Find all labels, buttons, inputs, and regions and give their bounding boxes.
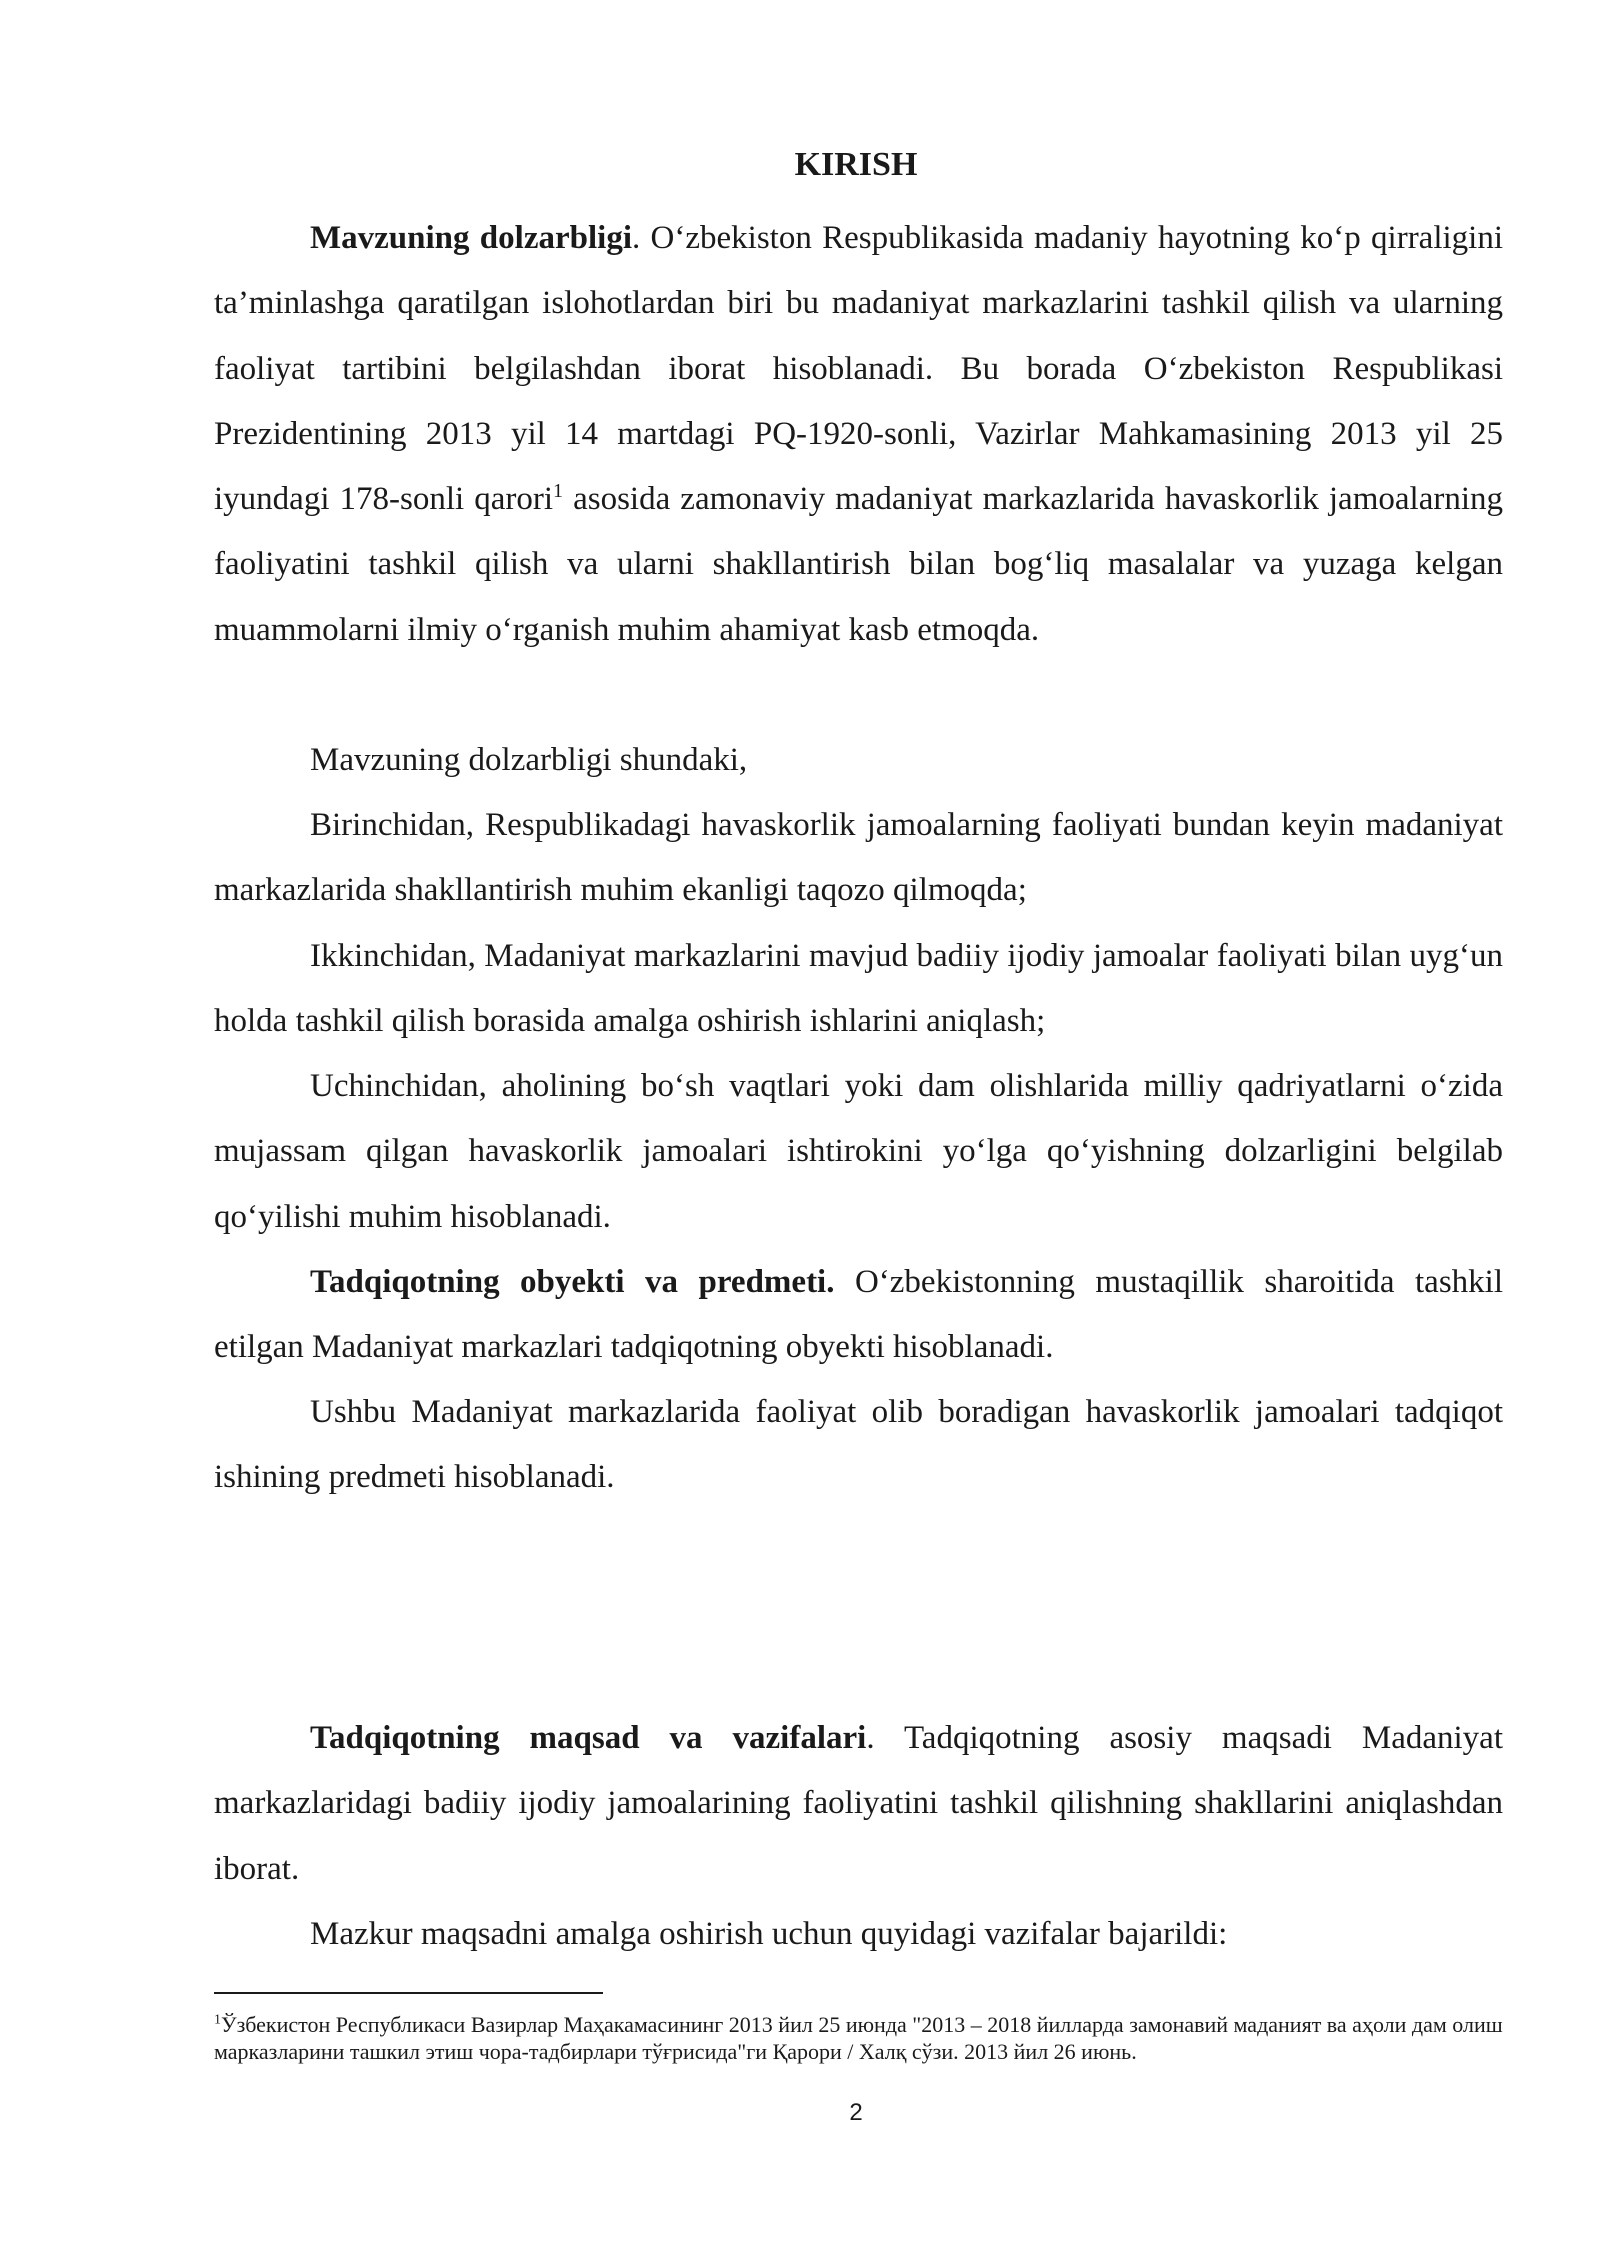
- paragraph-heading: Tadqiqotning maqsad va vazifalari: [310, 1720, 867, 1756]
- footnote-separator: [214, 1992, 603, 1994]
- paragraph-first-point: Birinchidan, Respublikadagi havaskorlik jamoalarning faoliyati bundan keyin madaniyat markazlarida shakllantirish muhim ekanligi taqozo qilmoqda;: [214, 807, 1503, 909]
- section-title: KIRISH: [794, 146, 918, 183]
- paragraph-object-subject: [214, 1250, 1503, 1381]
- paragraph-heading: Mavzuning dolzarbligi: [310, 220, 632, 256]
- page-number: 2: [849, 2099, 863, 2126]
- footnote-mark: 1: [214, 2012, 221, 2028]
- footnote-text: Ўзбекистон Республикаси Вазирлар Маҳакамасининг 2013 йил 25 июнда "2013 – 2018 йилларда замонавий маданият ва аҳоли дам олиш марказларини ташкил этиш чора-тадбирлари тўғрисида"ги Қарори / Халқ сўзи. 2013 йил 26 июнь.: [214, 2012, 1503, 2064]
- footnote: [214, 2011, 1503, 2065]
- paragraph-relevance-intro: Mavzuning dolzarbligi shundaki,: [310, 742, 748, 778]
- paragraph-relevance: [214, 206, 1503, 663]
- paragraph-second-point: Ikkinchidan, Madaniyat markazlarini mavjud badiiy ijodiy jamoalar faoliyati bilan uygʻun holda tashkil qilish borasida amalga oshirish ishlarini aniqlash;: [214, 938, 1503, 1040]
- paragraph-subject: Ushbu Madaniyat markazlarida faoliyat olib boradigan havaskorlik jamoalari tadqiqot ishining predmeti hisoblanadi.: [214, 1394, 1503, 1496]
- paragraph-tasks-intro: Mazkur maqsadni amalga oshirish uchun quyidagi vazifalar bajarildi:: [310, 1916, 1228, 1952]
- paragraph-text: asosida zamonaviy madaniyat markazlarida havaskorlik jamoalarning faoliyatini tashkil qilish va ularni shakllantirish bilan bogʻliq masalalar va yuzaga kelgan muammolarni ilmiy oʻrganish muhim ahamiyat kasb etmoqda.: [214, 481, 1503, 648]
- paragraph-text: . Oʻzbekiston Respublikasida madaniy hayotning koʻp qirraligini ta’minlashga qaratilgan islohotlardan biri bu madaniyat markazlarini tashkil qilish va ularning faoliyat tartibini belgilashdan iborat hisoblanadi. Bu borada Oʻzbekiston Respublikasi Prezidentining 2013 yil 14 martdagi PQ-1920-sonli, Vazirlar Mahkamasining 2013 yil 25 iyundagi 178-sonli qarori: [214, 220, 1503, 518]
- paragraph-goals: [214, 1706, 1503, 1902]
- paragraph-text: . Tadqiqotning asosiy maqsadi Madaniyat markazlaridagi badiiy ijodiy jamoalarining faoliyatini tashkil qilishning shakllarini aniqlashdan iborat.: [214, 1720, 1503, 1887]
- footnote-reference[interactable]: 1: [553, 480, 564, 503]
- paragraph-heading: Tadqiqotning obyekti va predmeti.: [310, 1264, 835, 1300]
- paragraph-third-point: Uchinchidan, aholining boʻsh vaqtlari yoki dam olishlarida milliy qadriyatlarni oʻzida mujassam qilgan havaskorlik jamoalari ishtirokini yoʻlga qoʻyishning dolzarligini belgilab qoʻyilishi muhim hisoblanadi.: [214, 1068, 1503, 1235]
- paragraph-text: Oʻzbekistonning mustaqillik sharoitida tashkil etilgan Madaniyat markazlari tadqiqotning obyekti hisoblanadi.: [214, 1264, 1504, 1366]
